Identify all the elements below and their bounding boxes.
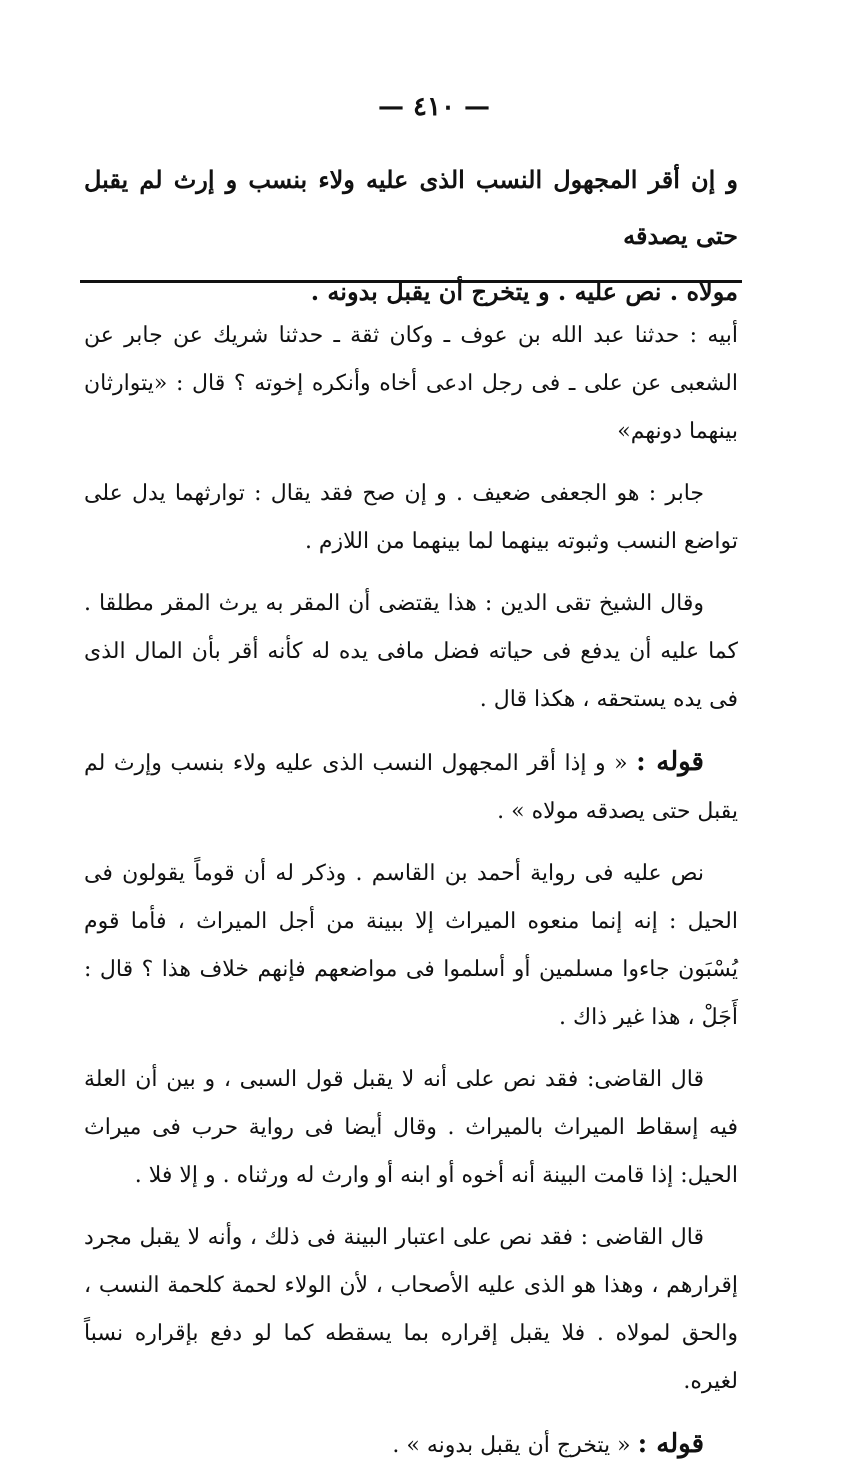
page-number: — ٤١٠ — xyxy=(377,92,491,122)
paragraph-text: « يتخرج أن يقبل بدونه » . xyxy=(392,1433,638,1458)
paragraph-text: « و إذا أقر المجهول النسب الذى عليه ولاء بنسب وإرث لم يقبل حتى يصدقه مولاه » . xyxy=(84,751,738,824)
paragraph-text: قال القاضى : فقد نص على اعتبار البينة فى ذلك ، وأنه لا يقبل مجرد إقرارهم ، وهذا هو الذى عليه الأصحاب ، لأن الولاء لحمة كلحمة النسب ، والحق لمولاه . فلا يقبل إقراره بما يسقطه كما لو دفع بإقراره نسباً لغيره. xyxy=(84,1225,738,1394)
paragraph-text: نص عليه فى رواية أحمد بن القاسم . وذكر له أن قوماً يقولون فى الحيل : إنه إنما منعوه الميراث إلا ببينة من أجل الميراث ، فأما قوم يُسْبَون جاءوا مسلمين أو أسلموا فى مواضعهم فإنهم خلاف هذا ؟ قال : أَجَلْ ، هذا غير ذاك . xyxy=(84,861,738,1030)
commentary-paragraph xyxy=(84,580,738,724)
commentary-paragraph xyxy=(84,850,738,1042)
commentary-paragraph xyxy=(84,1056,738,1200)
commentary-paragraph xyxy=(84,470,738,566)
commentary-paragraph xyxy=(84,1420,738,1470)
commentary-paragraph xyxy=(84,312,738,456)
quote-lead: قوله : xyxy=(636,747,704,777)
commentary-paragraph xyxy=(84,738,738,836)
footnote-divider xyxy=(80,280,742,283)
main-text-line: و إن أقر المجهول النسب الذى عليه ولاء بنسب و إرث لم يقبل حتى يصدقه xyxy=(84,165,738,250)
main-text-line: مولاه . نص عليه . و يتخرج أن يقبل بدونه . xyxy=(310,277,738,306)
paragraph-text: أبيه : حدثنا عبد الله بن عوف ـ وكان ثقة ـ حدثنا شريك عن جابر عن الشعبى عن على ـ فى رجل ادعى أخاه وأنكره إخوته ؟ قال : «يتوارثان بينهما دونهم» xyxy=(84,323,738,444)
commentary-paragraph xyxy=(84,1214,738,1406)
main-text xyxy=(84,152,738,320)
paragraph-text: جابر : هو الجعفى ضعيف . و إن صح فقد يقال : توارثهما يدل على تواضع النسب وثبوته بينهما لما بينهما من اللازم . xyxy=(84,481,738,554)
paragraph-text: وقال الشيخ تقى الدين : هذا يقتضى أن المقر به يرث المقر مطلقا . كما عليه أن يدفع فى حياته فضل مافى يده له كأنه أقر بأن المال الذى فى يده يستحقه ، هكذا قال . xyxy=(84,591,738,712)
paragraph-text: قال القاضى: فقد نص على أنه لا يقبل قول السبى ، و بين أن العلة فيه إسقاط الميراث بالميراث . وقال أيضا فى رواية حرب فى ميراث الحيل: إذا قامت البينة أنه أخوه أو ابنه أو وارث له ورثناه . و إلا فلا . xyxy=(84,1067,738,1188)
commentary xyxy=(84,312,738,1484)
quote-lead: قوله : xyxy=(637,1429,704,1459)
